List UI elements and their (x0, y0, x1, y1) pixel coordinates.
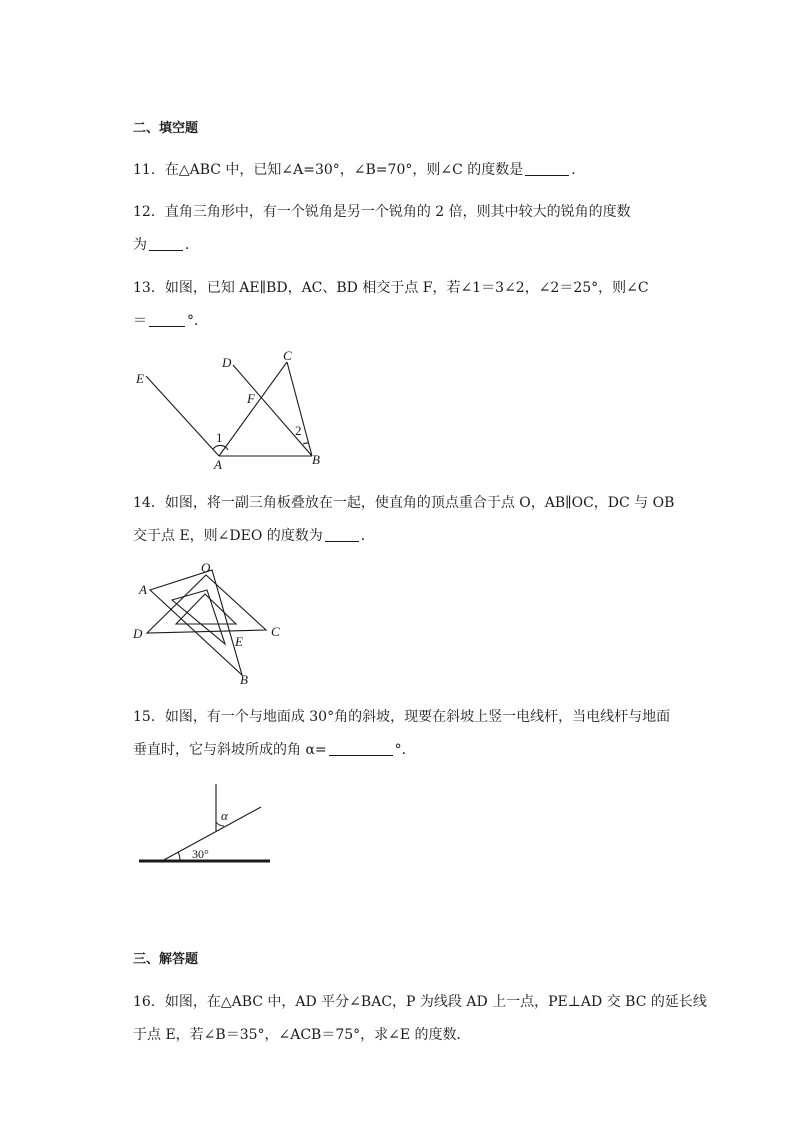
label-o: O (201, 560, 211, 575)
question-15-line-1: 15．如图，有一个与地面成 30°角的斜坡，现要在斜坡上竖一电线杆，当电线杆与地面 (133, 709, 671, 725)
label-e: E (235, 634, 243, 649)
label-d: D (133, 626, 143, 641)
question-16-line-1: 16．如图，在△ABC 中，AD 平分∠BAC，P 为线段 AD 上一点，PE⊥AD 交 BC 的延长线 (133, 994, 707, 1010)
question-15-end: °． (394, 742, 416, 758)
question-13-text: ＝ (133, 313, 147, 329)
label-b: B (312, 452, 320, 467)
question-16-line-2: 于点 E，若∠B＝35°，∠ACB＝75°，求∠E 的度数． (133, 1027, 471, 1043)
question-12-end: ． (185, 237, 199, 253)
label-30-degrees: 30° (192, 847, 209, 861)
question-13-end: °． (187, 313, 208, 329)
label-a: A (214, 457, 222, 472)
question-11-end: ． (571, 162, 586, 178)
question-13-line-1: 13．如图，已知 AE∥BD，AC、BD 相交于点 F，若∠1＝3∠2，∠2＝25°，则∠C (133, 280, 649, 296)
label-e: E (136, 371, 144, 386)
slope-line (162, 807, 261, 861)
question-14-line-1: 14．如图，将一副三角板叠放在一起，使直角的顶点重合于点 O，AB∥OC，DC 与 OB (133, 495, 675, 511)
label-angle-2: 2 (295, 423, 302, 438)
question-14-text: 交于点 E，则∠DEO 的度数为 (133, 528, 323, 544)
label-f: F (247, 391, 255, 406)
question-12-text: 为 (133, 237, 147, 253)
label-b: B (240, 672, 248, 687)
label-alpha: α (221, 808, 228, 823)
label-c: C (283, 348, 292, 363)
label-a: A (139, 582, 147, 597)
question-14-end: ． (360, 528, 375, 544)
question-12-line-1: 12．直角三角形中，有一个锐角是另一个锐角的 2 倍，则其中较大的锐角的度数 (133, 204, 631, 220)
label-c: C (271, 624, 280, 639)
question-15-text: 垂直时，它与斜坡所成的角 α= (133, 742, 327, 758)
label-angle-1: 1 (216, 430, 223, 445)
section-fill-in-title: 二、填空题 (133, 121, 199, 136)
label-d: D (222, 355, 232, 370)
section-answer-title: 三、解答题 (133, 952, 199, 967)
question-11-text: 11．在△ABC 中，已知∠A=30°，∠B=70°，则∠C 的度数是 (133, 162, 524, 178)
